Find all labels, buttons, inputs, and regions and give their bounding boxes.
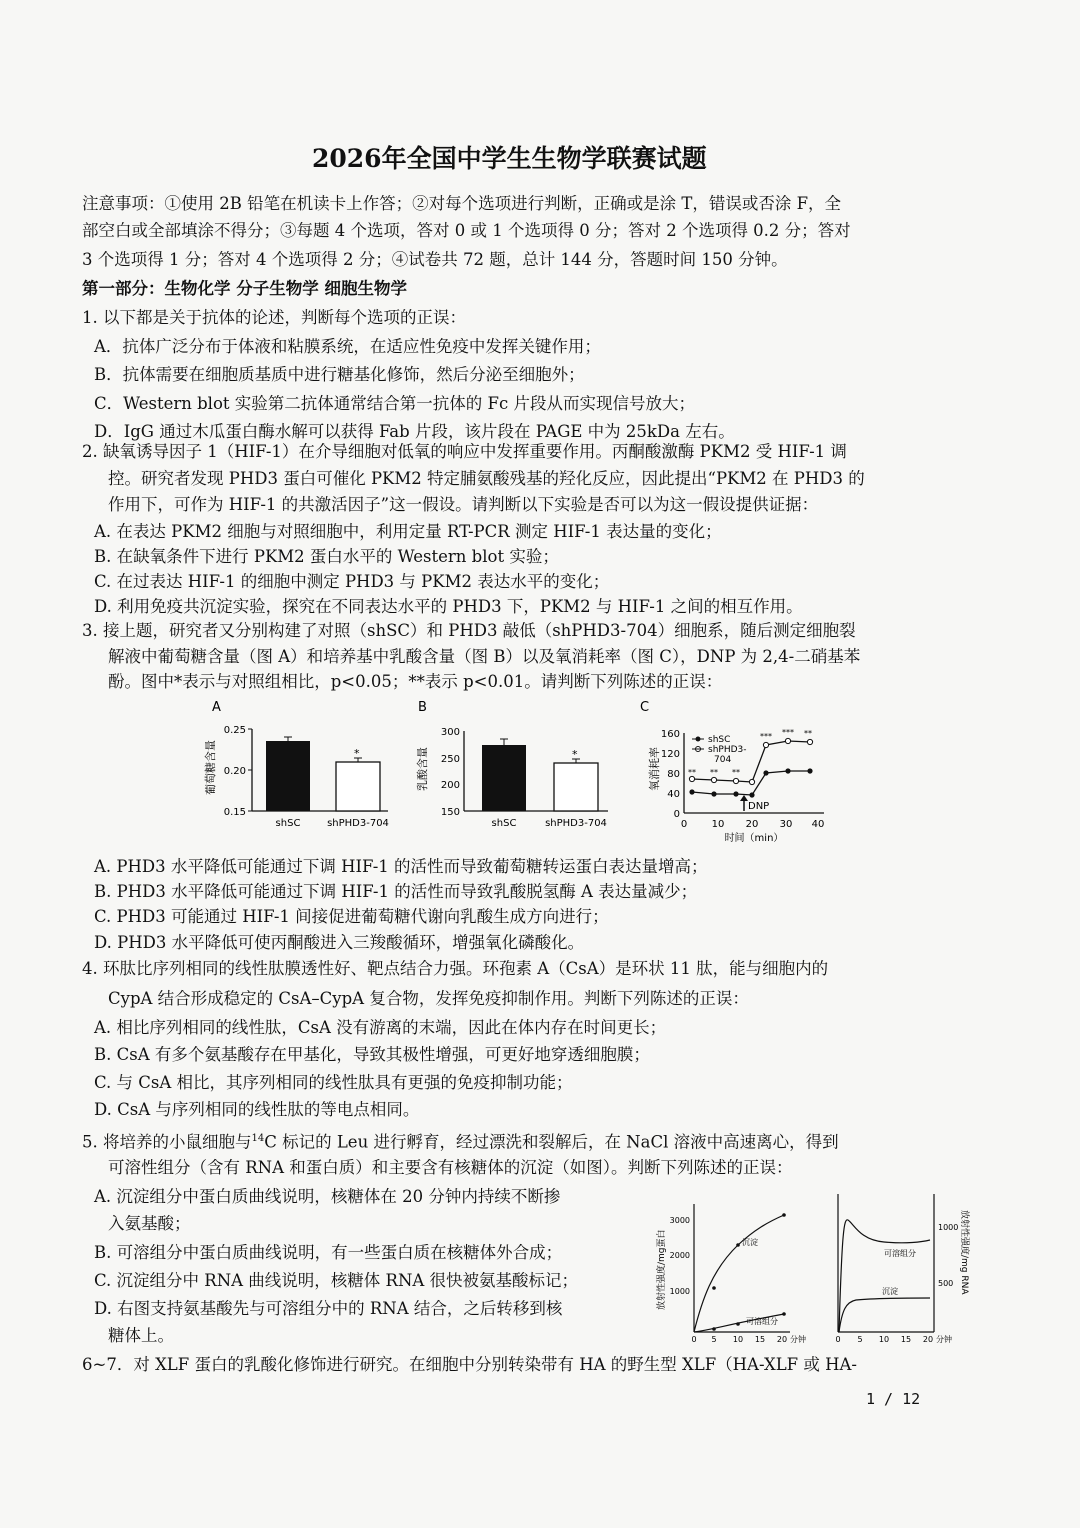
svg-text:15: 15 (900, 1335, 912, 1344)
figure-3a (200, 695, 400, 835)
svg-text:2000: 2000 (669, 1251, 690, 1260)
figure-5-protein (650, 1190, 820, 1350)
significance-star: * (354, 747, 360, 760)
curve-label: 沉淀 (882, 1287, 898, 1296)
significance-star: * (572, 748, 578, 761)
y-tick-label: 0.25 (223, 725, 246, 736)
svg-text:0: 0 (691, 1335, 697, 1344)
q3-option-d: D. PHD3 水平降低可使丙酮酸进入三羧酸循环，增强氧化磷酸化。 (94, 933, 585, 952)
q5-option-d: 糖体上。 (108, 1326, 174, 1345)
svg-text:500: 500 (938, 1279, 954, 1288)
q4-option-a: A. 相比序列相同的线性肽，CsA 没有游离的末端，因此在体内存在时间更长； (94, 1018, 667, 1037)
y-axis-label: 氧消耗率 (648, 747, 661, 791)
y-tick-label: 150 (440, 807, 460, 818)
superscript: 14 (251, 1133, 265, 1144)
q3-option-c: C. PHD3 可能通过 HIF-1 间接促进葡萄糖代谢向乳酸生成方向进行； (94, 907, 609, 926)
svg-text:分钟: 分钟 (790, 1335, 806, 1344)
q1-option-d: D．IgG 通过木瓜蛋白酶水解可以获得 Fab 片段，该片段在 PAGE 中为 25kDa 左右。 (94, 422, 735, 441)
page-number: 1 / 12 (866, 1390, 921, 1408)
svg-text:10: 10 (711, 819, 725, 830)
svg-text:shSC: shSC (708, 735, 731, 745)
svg-text:**: ** (710, 768, 718, 777)
svg-text:3000: 3000 (669, 1216, 690, 1225)
y-axis-label: 放射性强度/mg蛋白 (657, 1229, 667, 1310)
curve-label: 沉淀 (742, 1238, 758, 1247)
q4-stem: 4. 环肽比序列相同的线性肽膜透性好、靶点结合力强。环孢素 A（CsA）是环状 11 肽，能与细胞内的 (82, 959, 829, 978)
bar-shphd3 (336, 762, 380, 811)
figure-3c (632, 695, 832, 847)
svg-text:shPHD3-: shPHD3- (708, 745, 747, 755)
svg-text:20: 20 (922, 1335, 934, 1344)
svg-text:***: *** (760, 732, 772, 741)
x-axis-label: 时间（min） (724, 833, 784, 844)
svg-text:704: 704 (714, 755, 732, 765)
notice-line: 部空白或全部填涂不得分；③每题 4 个选项，答对 0 或 1 个选项得 0 分；答对 2 个选项得 0.2 分；答对 (82, 221, 851, 240)
dnp-label: DNP (748, 801, 770, 812)
curve-label: 可溶组分 (884, 1249, 916, 1258)
svg-text:**: ** (732, 768, 740, 777)
q5-stem: 5. 将培养的小鼠细胞与$^{14}$C 标记的 Leu 进行孵育，经过漂洗和裂解后，在 NaCl 溶液中高速离心，得到 (82, 1132, 839, 1152)
q5-option-a: 入氨基酸； (108, 1214, 191, 1233)
svg-text:10: 10 (878, 1335, 890, 1344)
y-tick-label: 300 (440, 727, 460, 738)
q5-option-c: C. 沉淀组分中 RNA 曲线说明，核糖体 RNA 很快被氨基酸标记； (94, 1271, 579, 1290)
svg-text:10: 10 (732, 1335, 744, 1344)
svg-text:15: 15 (754, 1335, 766, 1344)
svg-text:80: 80 (667, 769, 680, 780)
q1-option-a: A．抗体广泛分布于体液和粘膜系统，在适应性免疫中发挥关键作用； (94, 337, 601, 356)
svg-text:40: 40 (667, 789, 680, 800)
q4-option-c: C. 与 CsA 相比，其序列相同的线性肽具有更强的免疫抑制功能； (94, 1073, 573, 1092)
x-tick-label: shSC (491, 818, 517, 829)
q4-option-d: D. CsA 与序列相同的线性肽的等电点相同。 (94, 1100, 420, 1119)
figure-5-rna (826, 1190, 996, 1350)
notice-line: 注意事项：①使用 2B 铅笔在机读卡上作答；②对每个选项进行判断，正确或是涂 T，错误或否涂 F，全 (82, 194, 842, 213)
q3-stem: 解液中葡萄糖含量（图 A）和培养基中乳酸含量（图 B）以及氧消耗率（图 C），DNP 为 2,4-二硝基苯 (108, 647, 861, 666)
svg-text:**: ** (688, 768, 696, 777)
q2-stem: 控。研究者发现 PHD3 蛋白可催化 PKM2 特定脯氨酸残基的羟化反应，因此提出“PKM2 在 PHD3 的 (108, 469, 865, 488)
y-tick-label: 0.20 (223, 766, 246, 777)
y-tick-label: 250 (440, 754, 460, 765)
svg-text:0: 0 (673, 809, 680, 820)
q5-stem: 可溶性组分（含有 RNA 和蛋白质）和主要含有核糖体的沉淀（如图）。判断下列陈述的正误： (108, 1158, 793, 1177)
svg-text:5: 5 (711, 1335, 717, 1344)
svg-text:40: 40 (811, 819, 825, 830)
q1-option-b: B．抗体需要在细胞质基质中进行糖基化修饰，然后分泌至细胞外； (94, 365, 585, 384)
q2-option-a: A. 在表达 PKM2 细胞与对照细胞中，利用定量 RT-PCR 测定 HIF-1 表达量的变化； (94, 522, 722, 541)
q3-option-b: B. PHD3 水平降低可能通过下调 HIF-1 的活性而导致乳酸脱氢酶 A 表达量减少； (94, 882, 698, 901)
y-axis-label: 葡萄糖含量 (204, 740, 217, 795)
notice-line: 3 个选项得 1 分；答对 4 个选项得 2 分；④试卷共 72 题，总计 144 分，答题时间 150 分钟。 (82, 250, 788, 269)
q5-option-a: A. 沉淀组分中蛋白质曲线说明，核糖体在 20 分钟内持续不断掺 (94, 1187, 561, 1206)
svg-text:0: 0 (680, 819, 688, 830)
svg-text:***: *** (782, 728, 794, 737)
q5-option-d: D. 右图支持氨基酸先与可溶组分中的 RNA 结合，之后转移到核 (94, 1299, 563, 1318)
bar-shsc (266, 741, 310, 811)
svg-text:160: 160 (660, 729, 680, 740)
q1-option-c: C．Western blot 实验第二抗体通常结合第一抗体的 Fc 片段从而实现信号放大； (94, 394, 695, 413)
section-heading: 第一部分：生物化学 分子生物学 细胞生物学 (82, 279, 407, 298)
q3-stem: 3. 接上题，研究者又分别构建了对照（shSC）和 PHD3 敲低（shPHD3-704）细胞系，随后测定细胞裂 (82, 621, 856, 640)
q2-stem: 作用下，可作为 HIF-1 的共激活因子”这一假设。请判断以下实验是否可以为这一假设提供证据： (108, 495, 819, 514)
y-tick-label: 0.15 (223, 807, 246, 818)
svg-text:20: 20 (745, 819, 759, 830)
q6-stem: 6~7．对 XLF 蛋白的乳酸化修饰进行研究。在细胞中分别转染带有 HA 的野生型 XLF（HA-XLF 或 HA- (82, 1355, 857, 1374)
y-tick-label: 200 (440, 780, 460, 791)
q4-stem: CypA 结合形成稳定的 CsA–CypA 复合物，发挥免疫抑制作用。判断下列陈述的正误： (108, 989, 749, 1008)
svg-text:**: ** (804, 729, 812, 738)
svg-text:0: 0 (835, 1335, 841, 1344)
x-tick-label: shSC (275, 818, 301, 829)
page-title: 2026年全国中学生生物学联赛试题 (312, 144, 707, 173)
panel-label: A (212, 700, 221, 715)
svg-text:5: 5 (857, 1335, 863, 1344)
bar-shphd3 (554, 763, 598, 811)
svg-text:120: 120 (660, 749, 680, 760)
q5-option-b: B. 可溶组分中蛋白质曲线说明，有一些蛋白质在核糖体外合成； (94, 1243, 563, 1262)
q2-option-d: D. 利用免疫共沉淀实验，探究在不同表达水平的 PHD3 下，PKM2 与 HIF-1 之间的相互作用。 (94, 597, 803, 616)
q2-option-c: C. 在过表达 HIF-1 的细胞中测定 PHD3 与 PKM2 表达水平的变化； (94, 572, 610, 591)
y-axis-label: 乳酸含量 (416, 747, 429, 791)
svg-text:20: 20 (776, 1335, 788, 1344)
svg-text:1000: 1000 (669, 1287, 690, 1296)
x-tick-label: shPHD3-704 (327, 818, 389, 829)
svg-text:分钟: 分钟 (936, 1335, 952, 1344)
curve-label: 可溶组分 (746, 1317, 778, 1326)
q2-option-b: B. 在缺氧条件下进行 PKM2 蛋白水平的 Western blot 实验； (94, 547, 559, 566)
panel-label: B (418, 700, 427, 715)
q3-option-a: A. PHD3 水平降低可能通过下调 HIF-1 的活性而导致葡萄糖转运蛋白表达量增高； (94, 857, 708, 876)
figure-3b (408, 695, 618, 835)
q1-stem: 1. 以下都是关于抗体的论述，判断每个选项的正误： (82, 308, 466, 327)
q2-stem: 2. 缺氧诱导因子 1（HIF-1）在介导细胞对低氧的响应中发挥重要作用。丙酮酸激酶 PKM2 受 HIF-1 调 (82, 442, 847, 461)
panel-label: C (640, 700, 650, 715)
svg-text:30: 30 (779, 819, 793, 830)
svg-text:1000: 1000 (938, 1223, 959, 1232)
q3-stem: 酚。图中*表示与对照组相比，p<0.05；**表示 p<0.01。请判断下列陈述的正误： (108, 672, 723, 691)
y-axis-label: 放射性强度/mg RNA (959, 1210, 969, 1295)
q4-option-b: B. CsA 有多个氨基酸存在甲基化，导致其极性增强，可更好地穿透细胞膜； (94, 1045, 650, 1064)
x-tick-label: shPHD3-704 (545, 818, 607, 829)
bar-shsc (482, 745, 526, 811)
